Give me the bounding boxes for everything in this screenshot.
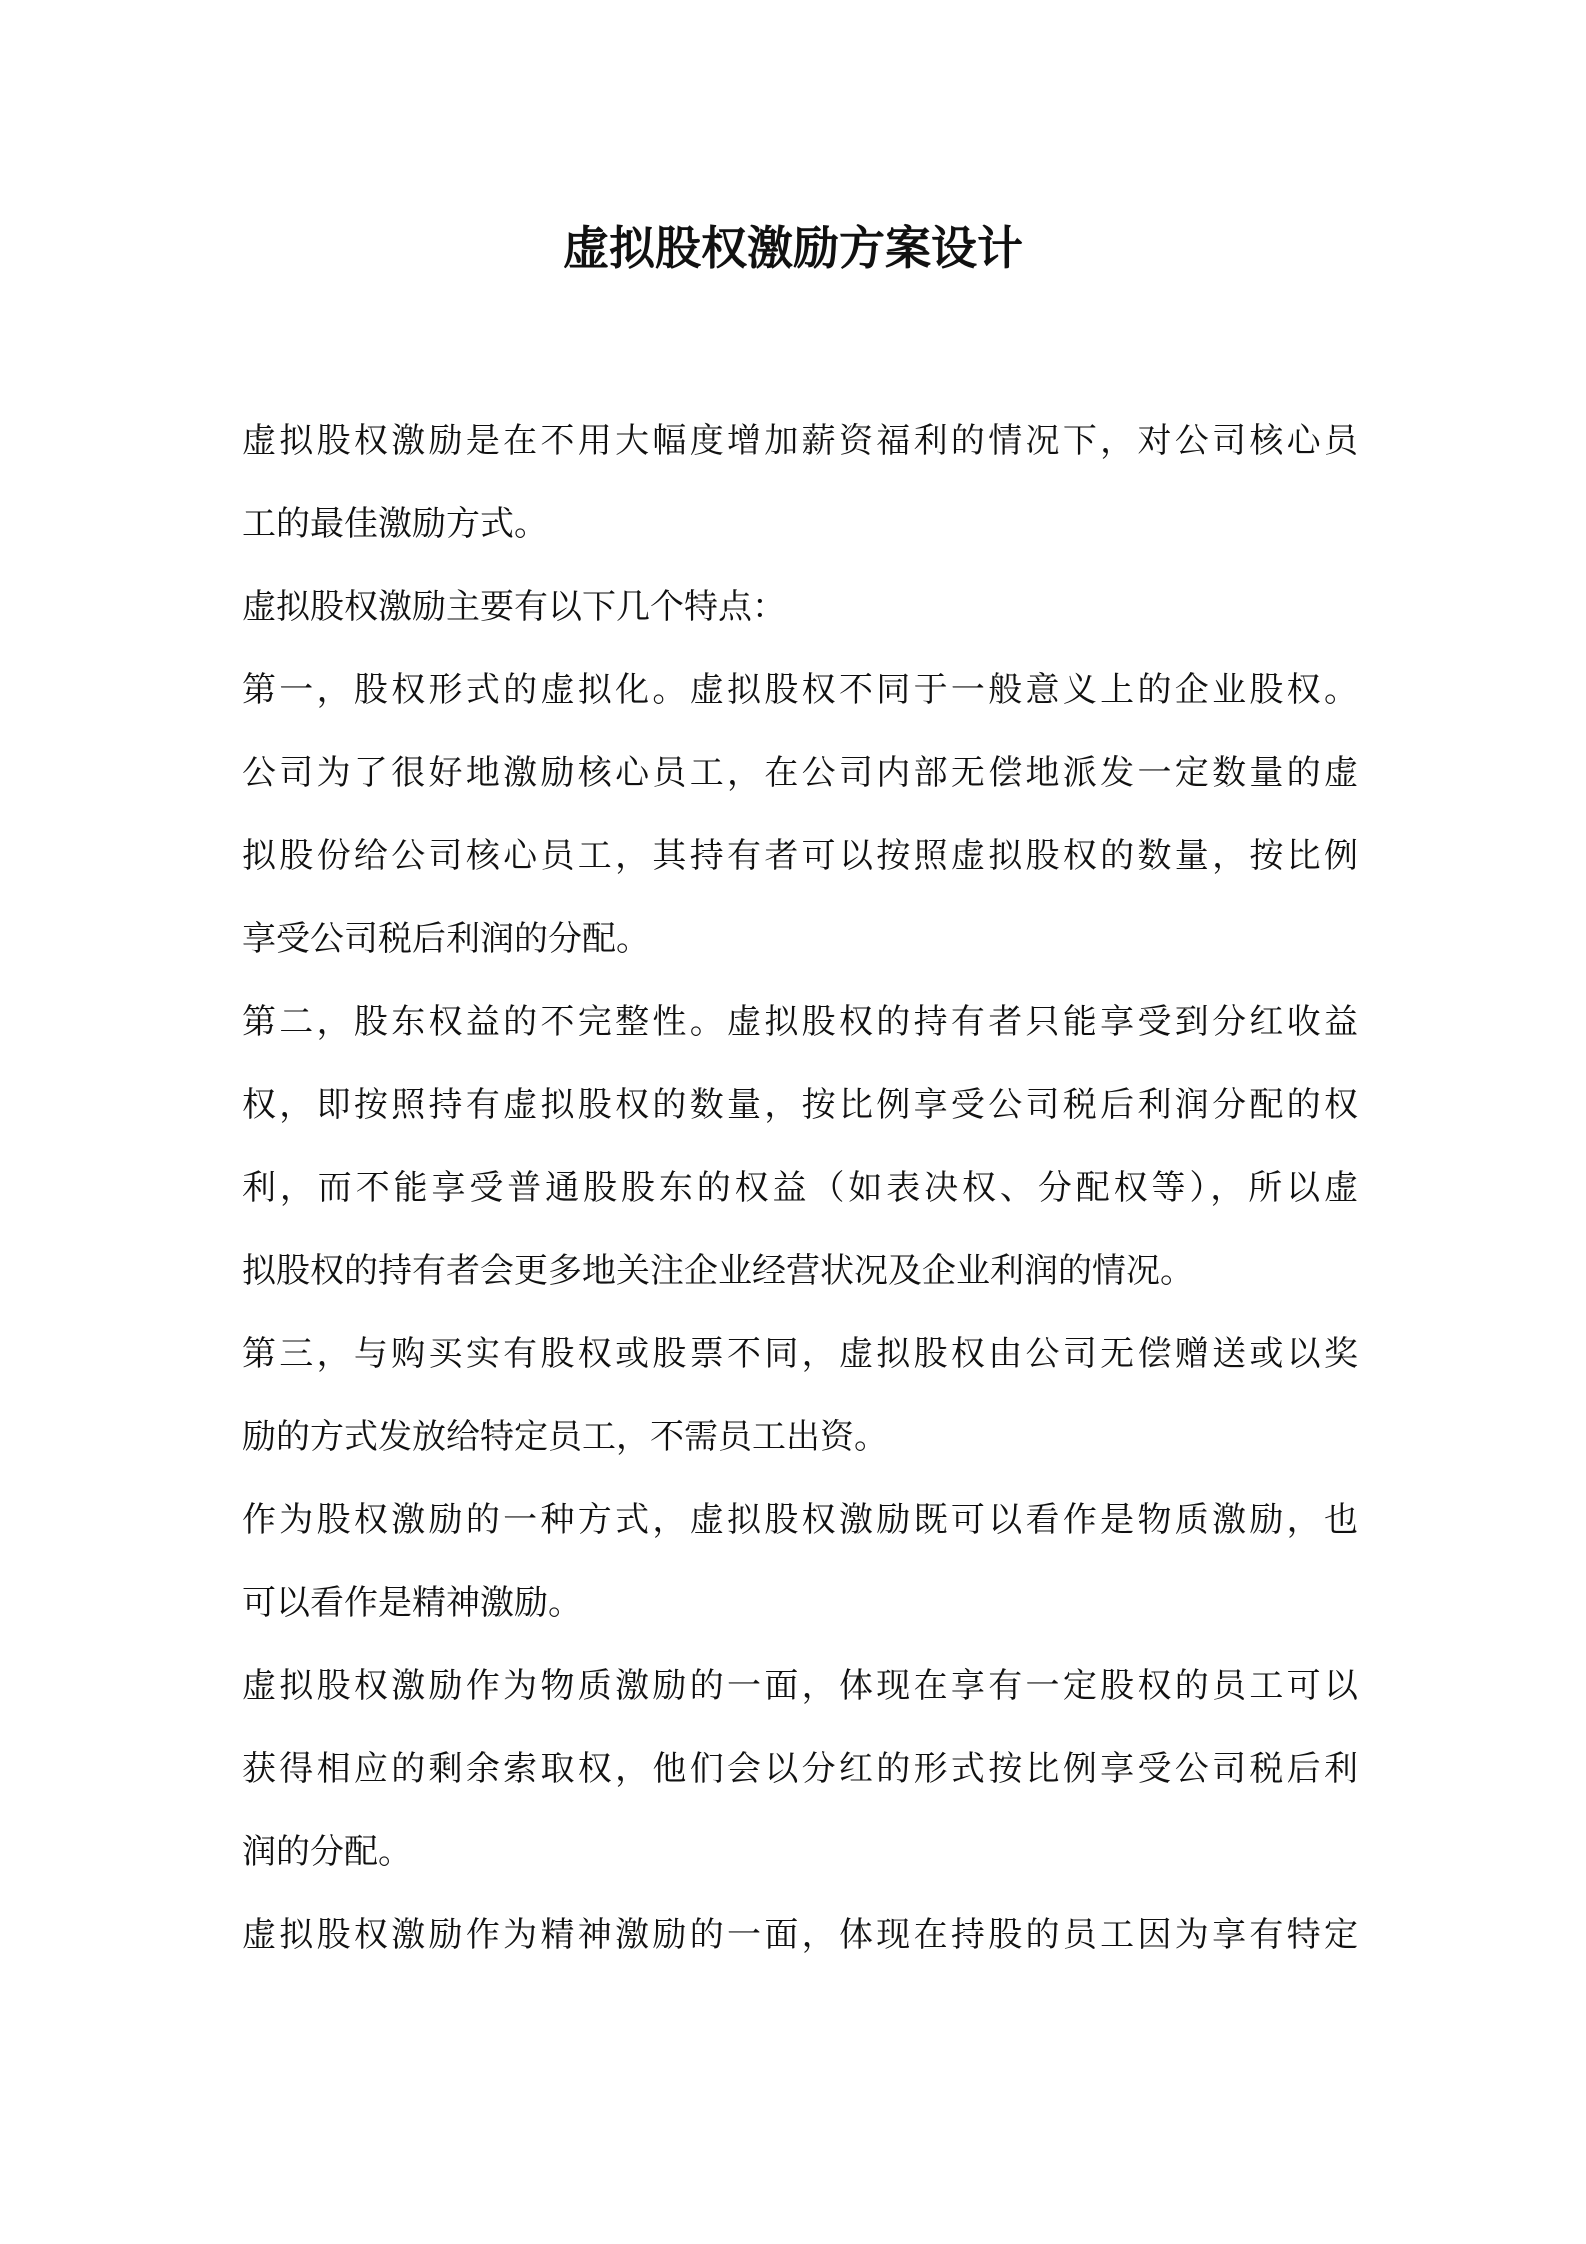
body-text-line: 利，而不能享受普通股股东的权益（如表决权、分配权等），所以虚 — [242, 1168, 1358, 1208]
body-text-line: 工的最佳激励方式。 — [242, 504, 548, 544]
document-title: 虚拟股权激励方案设计 — [563, 221, 1023, 275]
body-text-line: 虚拟股权激励主要有以下几个特点： — [242, 587, 786, 627]
body-text-line: 第二，股东权益的不完整性。虚拟股权的持有者只能享受到分红收益 — [242, 1002, 1358, 1042]
body-text-line: 拟股权的持有者会更多地关注企业经营状况及企业利润的情况。 — [242, 1251, 1194, 1291]
body-text-line: 励的方式发放给特定员工，不需员工出资。 — [242, 1417, 888, 1457]
body-text-line: 获得相应的剩余索取权，他们会以分红的形式按比例享受公司税后利 — [242, 1749, 1358, 1789]
body-text-line: 作为股权激励的一种方式，虚拟股权激励既可以看作是物质激励，也 — [242, 1500, 1358, 1540]
body-text-line: 公司为了很好地激励核心员工，在公司内部无偿地派发一定数量的虚 — [242, 753, 1358, 793]
body-text-line: 拟股份给公司核心员工，其持有者可以按照虚拟股权的数量，按比例 — [242, 836, 1358, 876]
body-text-line: 虚拟股权激励是在不用大幅度增加薪资福利的情况下，对公司核心员 — [242, 421, 1358, 461]
document-body — [242, 400, 1358, 1977]
body-text-line: 权，即按照持有虚拟股权的数量，按比例享受公司税后利润分配的权 — [242, 1085, 1358, 1125]
body-text-line: 润的分配。 — [242, 1832, 412, 1872]
body-text-line: 享受公司税后利润的分配。 — [242, 919, 650, 959]
body-text-line: 第一，股权形式的虚拟化。虚拟股权不同于一般意义上的企业股权。 — [242, 670, 1358, 710]
body-text-line: 虚拟股权激励作为物质激励的一面，体现在享有一定股权的员工可以 — [242, 1666, 1358, 1706]
body-text-line: 第三，与购买实有股权或股票不同，虚拟股权由公司无偿赠送或以奖 — [242, 1334, 1358, 1374]
body-text-line: 可以看作是精神激励。 — [242, 1583, 582, 1623]
body-text-line: 虚拟股权激励作为精神激励的一面，体现在持股的员工因为享有特定 — [242, 1915, 1358, 1955]
